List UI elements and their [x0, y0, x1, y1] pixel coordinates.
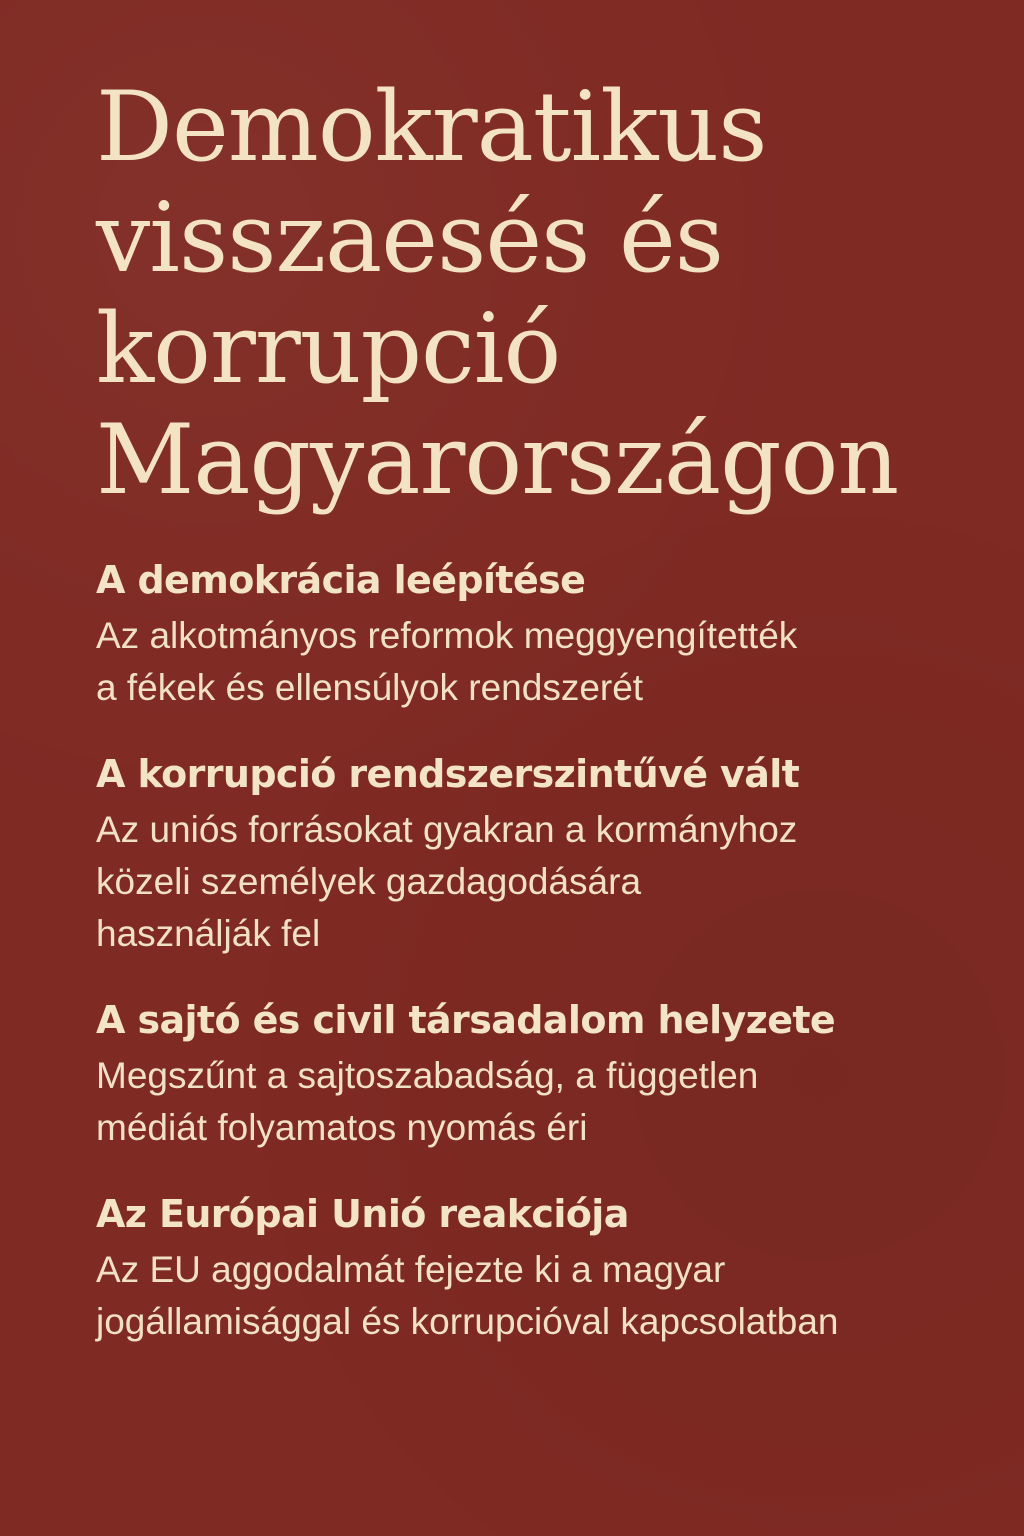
- section-eu-reaction: [96, 1188, 954, 1348]
- section-heading: Az Európai Unió reakciója: [96, 1192, 629, 1236]
- body-line: médiát folyamatos nyomás éri: [96, 1107, 588, 1148]
- body-line: jogállamisággal és korrupcióval kapcsolatban: [96, 1301, 839, 1342]
- body-line: Az alkotmányos reformok meggyengítették: [96, 615, 798, 656]
- section-heading: A sajtó és civil társadalom helyzete: [96, 998, 836, 1042]
- body-line: a fékek és ellensúlyok rendszerét: [96, 667, 644, 708]
- section-heading: A demokrácia leépítése: [96, 558, 586, 602]
- section-body: [96, 1244, 954, 1348]
- title-line: Demokratikus: [96, 71, 767, 183]
- title-line: korrupció: [96, 293, 561, 405]
- title-line: Magyarországon: [96, 404, 899, 516]
- section-press-civil-society: [96, 994, 954, 1154]
- title-line: visszaesés és: [96, 182, 724, 294]
- section-heading: A korrupció rendszerszintűvé vált: [96, 752, 800, 796]
- body-line: Az EU aggodalmát fejezte ki a magyar: [96, 1249, 726, 1290]
- content-sections: [96, 554, 954, 1348]
- body-line: használják fel: [96, 913, 321, 954]
- body-line: Megszűnt a sajtoszabadság, a független: [96, 1055, 759, 1096]
- section-democracy-decline: [96, 554, 954, 714]
- section-body: [96, 804, 954, 960]
- section-body: [96, 610, 954, 714]
- section-systemic-corruption: [96, 748, 954, 960]
- section-body: [96, 1050, 954, 1154]
- body-line: közeli személyek gazdagodására: [96, 861, 642, 902]
- body-line: Az uniós forrásokat gyakran a kormányhoz: [96, 809, 798, 850]
- page-title: [96, 72, 954, 516]
